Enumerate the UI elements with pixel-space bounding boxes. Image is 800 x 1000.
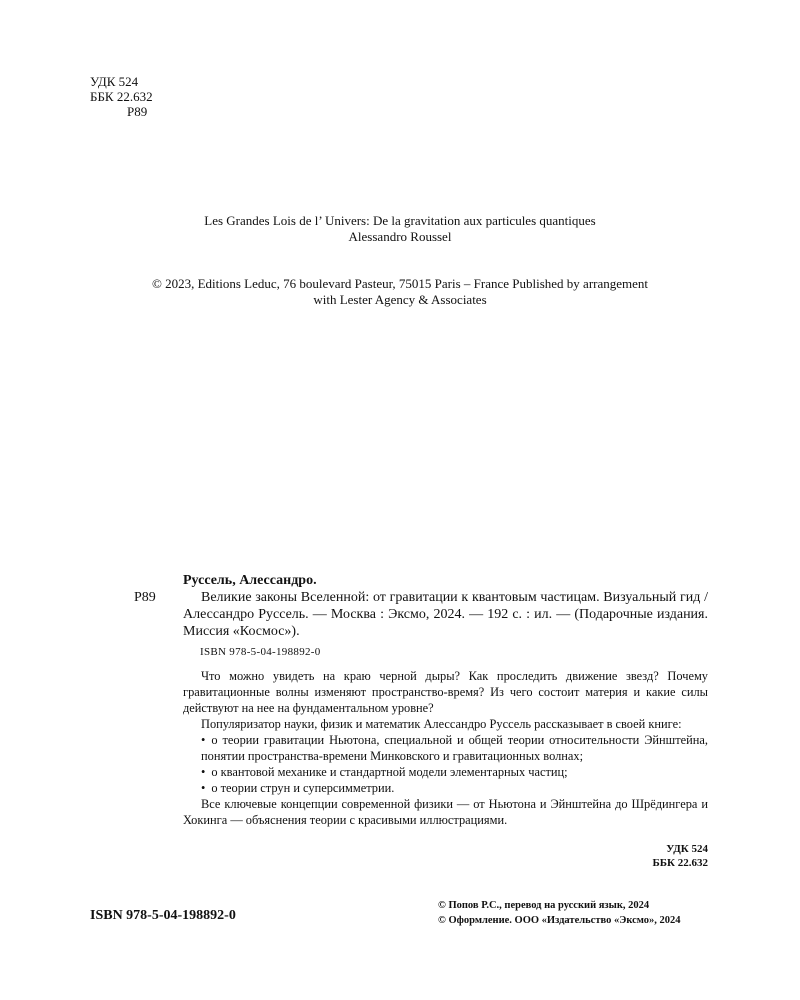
original-title: Les Grandes Lois de l’ Univers: De la gravitation aux particules quantiques [204,213,596,228]
annotation [183,668,708,828]
bib-author-mark: Р89 [134,590,156,605]
annotation-intro: Популяризатор науки, физик и математик Алессандро Руссель рассказывает в своей книге: [201,717,682,731]
credits [438,898,681,928]
classification-codes-bottom [652,842,708,870]
original-copyright [90,276,710,308]
bib-entry: Великие законы Вселенной: от гравитации к квантовым частицам. Визуальный гид / Алессандро Руссель. — Москва : Эксмо, 2024. — 192 с. : ил. — (Подарочные издания. Миссия «Космос»). [183,590,708,639]
original-edition [0,213,800,245]
bbk-code: ББК 22.632 [90,89,153,104]
original-author: Alessandro Roussel [348,229,452,244]
annotation-bullet: • о теории гравитации Ньютона, специальной и общей теории относительности Эйнштейна, понятии пространства-времени Минковского и гравитационных волнах; [183,732,708,764]
isbn-main: ISBN 978-5-04-198892-0 [90,908,236,923]
annotation-bullet: • о квантовой механике и стандартной модели элементарных частиц; [183,764,708,780]
author-mark: Р89 [127,104,148,119]
udk-code-bottom: УДК 524 [666,843,708,855]
annotation-bullet: • о теории струн и суперсимметрии. [183,780,708,796]
annotation-conclusion: Все ключевые концепции современной физики — от Ньютона и Эйнштейна до Шрёдингера и Хокинга — объяснения теории с красивыми иллюстрациями. [183,797,708,827]
annotation-questions: Что можно увидеть на краю черной дыры? Как проследить движение звезд? Почему гравитационные волны изменяют пространство-время? Из чего состоит материя и какие силы действуют на нее на фундаментальном уровне? [183,669,708,715]
bib-isbn: ISBN 978-5-04-198892-0 [200,646,321,658]
bibliographic-record [183,572,708,640]
bbk-code-bottom: ББК 22.632 [652,857,708,869]
translation-copyright: © Попов Р.С., перевод на русский язык, 2024 [438,900,650,911]
classification-codes-top [90,74,153,119]
original-copyright-line-2: with Lester Agency & Associates [313,292,487,307]
bib-author: Руссель, Алессандро. [183,573,317,588]
original-copyright-line-1: © 2023, Editions Leduc, 76 boulevard Pasteur, 75015 Paris – France Published by arrangement [151,276,649,291]
design-copyright: © Оформление. ООО «Издательство «Эксмо», 2024 [438,915,681,926]
udk-code: УДК 524 [90,74,139,89]
